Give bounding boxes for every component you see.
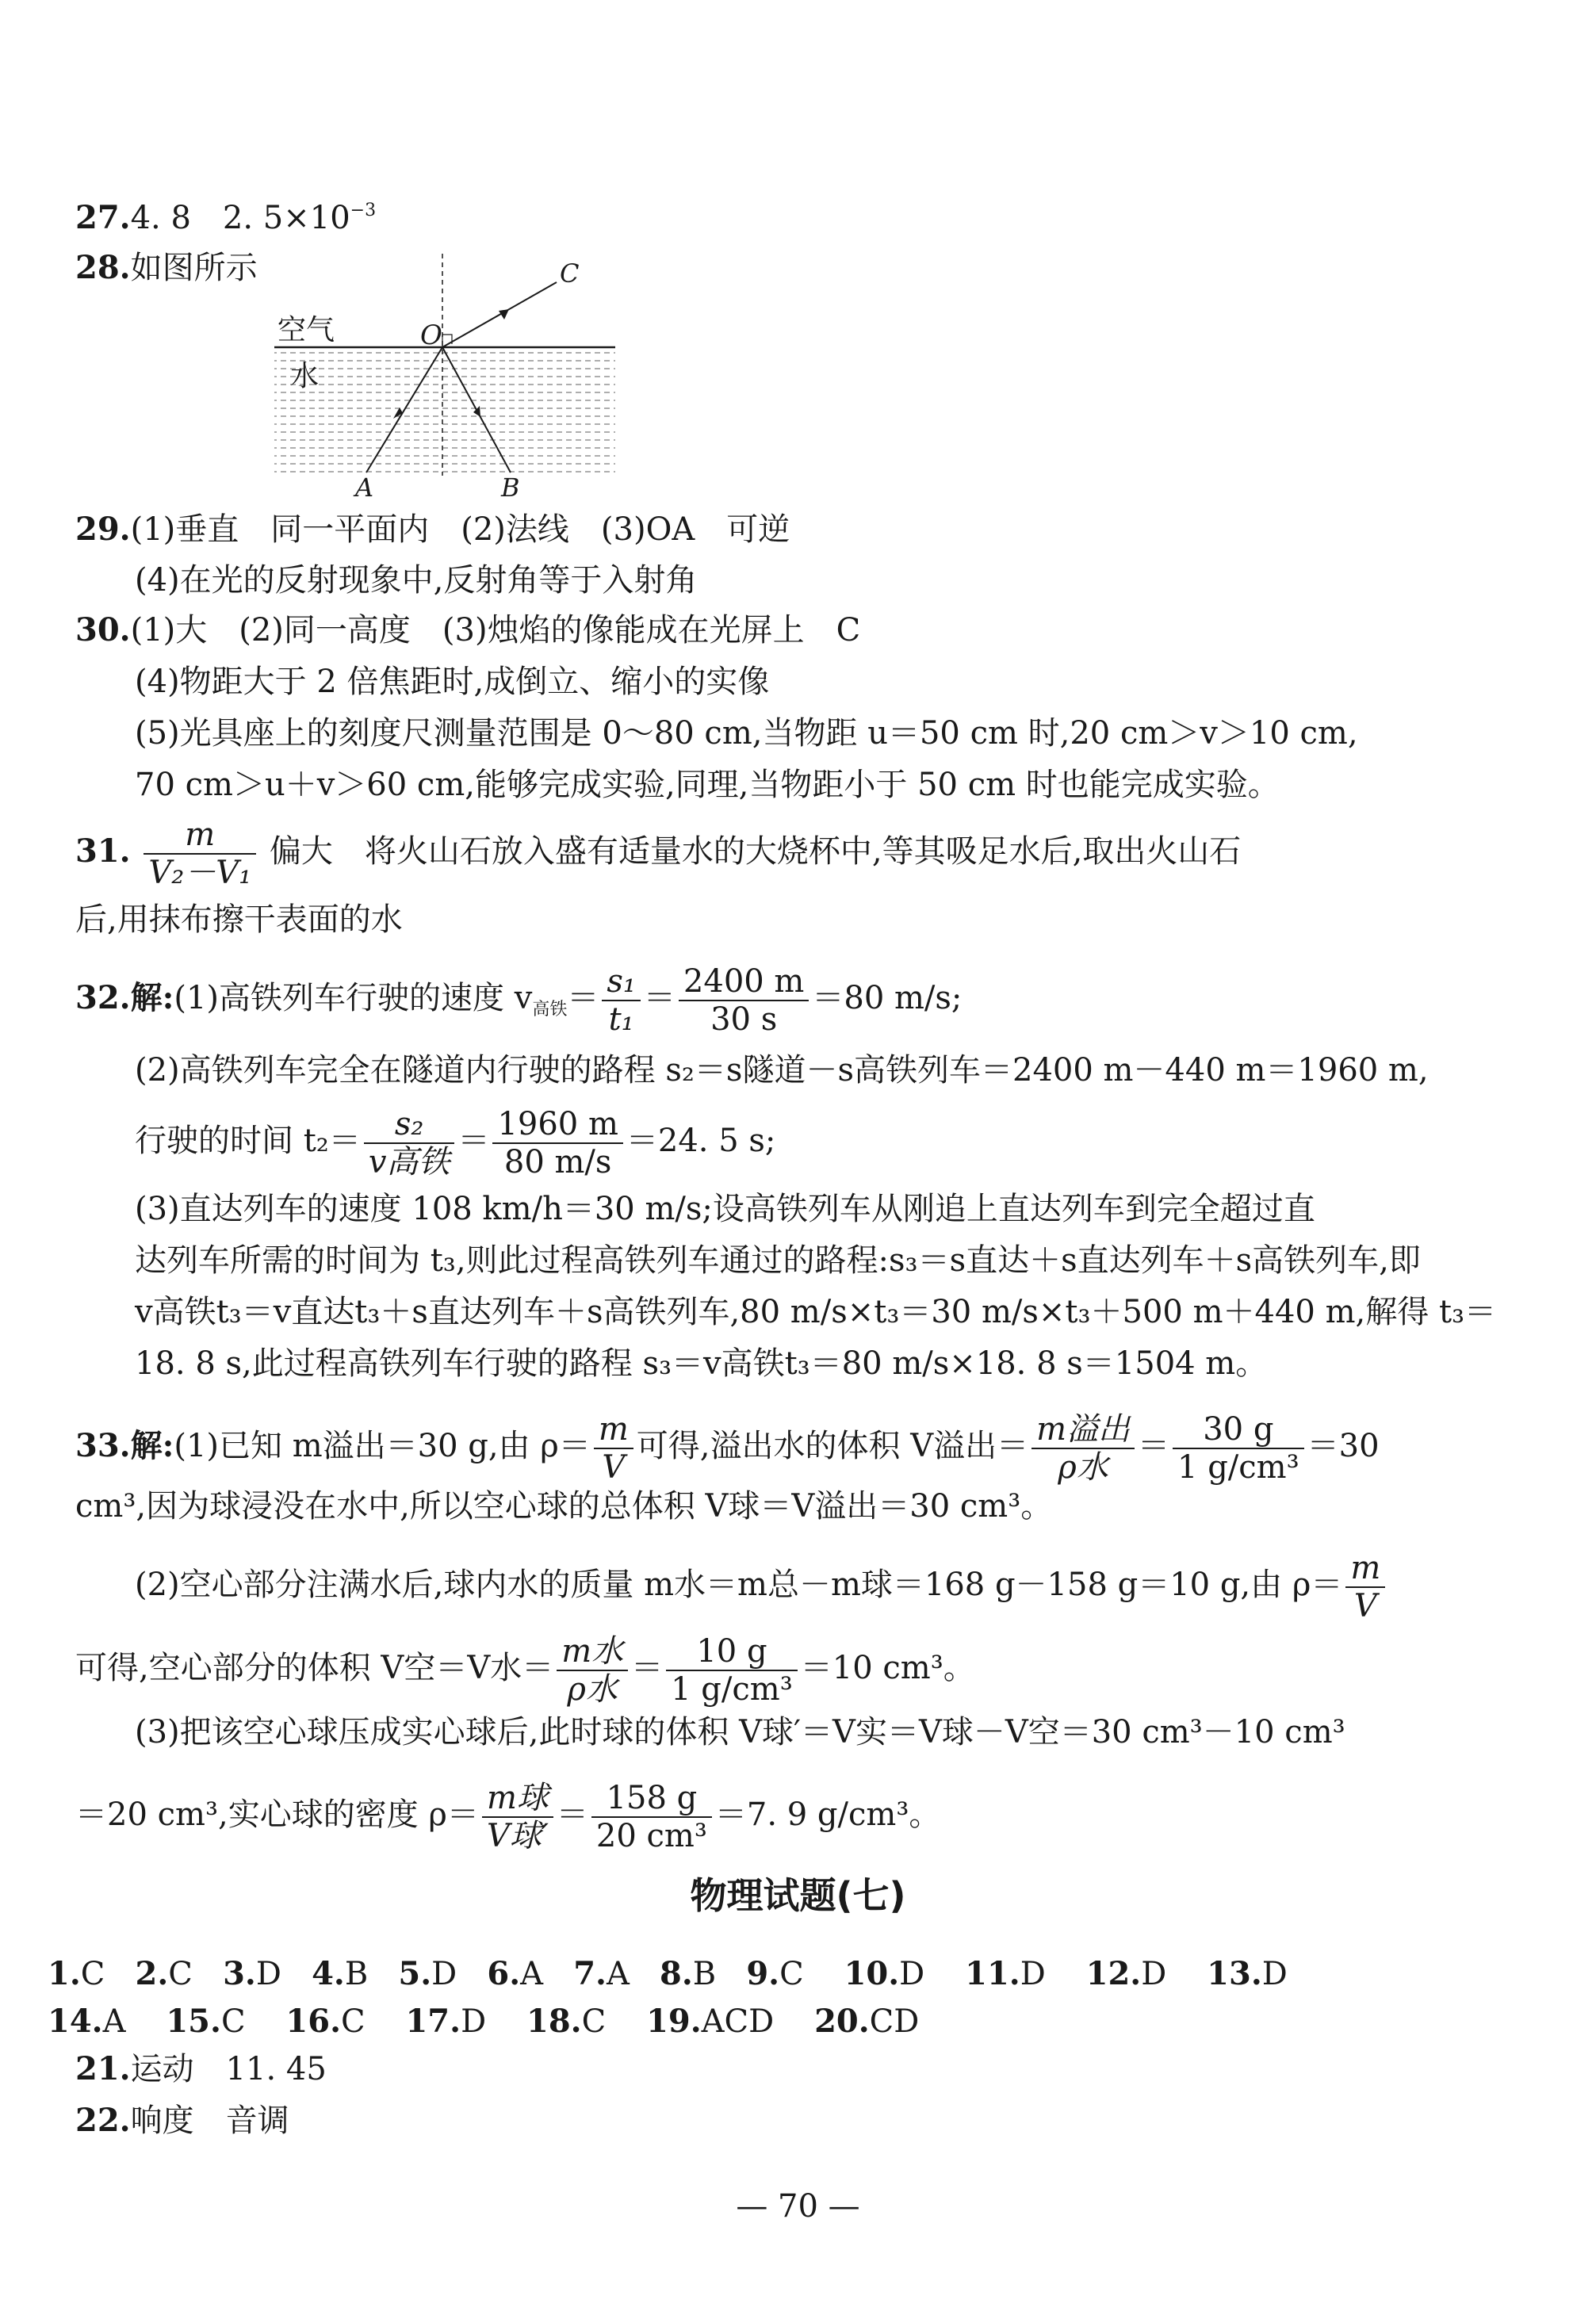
answer-item: 9.C — [746, 1955, 804, 1992]
q31-number: 31. — [75, 832, 131, 870]
label-air: 空气 — [277, 314, 335, 346]
q33-frac7: m球 V球′ — [482, 1780, 553, 1854]
q33-line2: cm³,因为球浸没在水中,所以空心球的总体积 V球＝V溢出＝30 cm³。 — [75, 1488, 1053, 1525]
q21-line — [75, 2050, 327, 2087]
answer-item: 11.D — [965, 1955, 1046, 1992]
q31-line2: 后,用抹布擦干表面的水 — [75, 901, 403, 938]
label-A: A — [355, 473, 374, 499]
q33-frac1: $\frac{m}{V}$ — [594, 1411, 633, 1486]
answer-item: 8.B — [660, 1955, 717, 1992]
q22-line — [75, 2102, 289, 2139]
q32-number: 32. — [75, 979, 131, 1016]
answer-item: 19.ACD — [646, 2003, 775, 2040]
q27-exponent: −3 — [350, 201, 377, 220]
q33-line6: ＝20 cm³,实心球的密度 ρ＝ m球 V球′ ＝ $\frac{158 g}{\text{20 cm³}}$ ＝7. 9 g/cm³。 — [75, 1780, 941, 1854]
q33-frac8: $\frac{158 g}{\text{20 cm³}}$ — [591, 1780, 712, 1854]
answer-item: 18.C — [526, 2003, 607, 2040]
q29-text1: (1)垂直 同一平面内 (2)法线 (3)OA 可逆 — [130, 511, 790, 548]
q32-line5: 达列车所需的时间为 t₃,则此过程高铁列车通过的路程:s₃＝s直达＋s直达列车＋s高铁列车,即 — [135, 1242, 1421, 1279]
answer-item: 12.D — [1085, 1955, 1167, 1992]
label-water: 水 — [290, 360, 320, 392]
q28-number: 28. — [75, 249, 131, 286]
q30-line3: (5)光具座上的刻度尺测量范围是 0～80 cm,当物距 u＝50 cm 时,20 cm＞v＞10 cm, — [135, 715, 1358, 752]
q33-line4: 可得,空心部分的体积 V空＝V水＝ m水 ρ水 ＝ $\frac{10 g}{\text{1 g/cm³}}$ ＝10 cm³。 — [75, 1633, 975, 1708]
q32-line1: 32.解:(1)高铁列车行驶的速度 $v_{高铁}=$ $\frac{\text{s₁}}{\text{t₁}}$ ＝ $\frac{2400 m}{30 s}$ ＝80 m/s; — [75, 963, 963, 1038]
q27-line — [75, 199, 377, 236]
q32-line6: v高铁t₃＝v直达t₃＋s直达列车＋s高铁列车,80 m/s×t₃＝30 m/s×t₃＋500 m＋440 m,解得 t₃＝ — [135, 1294, 1497, 1330]
q22-answer: 响度 音调 — [130, 2102, 289, 2139]
q32-line2: (2)高铁列车完全在隧道内行驶的路程 s₂＝s隧道－s高铁列车＝2400 m－440 m＝1960 m, — [135, 1052, 1429, 1089]
q33-frac4: $\frac{m}{V}$ — [1345, 1550, 1385, 1624]
ray-OC — [442, 282, 557, 347]
q29-line1 — [75, 511, 790, 548]
section-title: 物理试题(七) — [690, 1874, 906, 1917]
q33-frac3: $\frac{30 g}{\text{1 g/cm³}}$ — [1173, 1411, 1304, 1486]
q33-line5: (3)把该空心球压成实心球后,此时球的体积 V球′＝V实＝V球－V空＝30 cm³－10 cm³ — [135, 1714, 1345, 1750]
q31-fraction: $\frac{m}{\text{V₂－V₁}}$ — [144, 817, 256, 891]
q27-number: 27. — [75, 199, 131, 236]
q22-number: 22. — [75, 2102, 131, 2139]
q32-frac4: $\frac{1960 m}{80 m/s}$ — [492, 1106, 622, 1180]
answers-row2 — [48, 2003, 920, 2040]
answer-item: 10.D — [844, 1955, 925, 1992]
q31-line1 — [75, 817, 1241, 891]
q33-frac5: m水 ρ水 — [557, 1633, 628, 1708]
answer-item: 5.D — [398, 1955, 457, 1992]
answers-row1 — [48, 1955, 1288, 1992]
q32-frac3: s₂ v高铁 — [364, 1106, 455, 1180]
answer-item: 3.D — [223, 1955, 281, 1992]
q30-number: 30. — [75, 611, 131, 649]
q27-answer: 4. 8 2. 5×10 — [130, 200, 350, 236]
q21-number: 21. — [75, 2050, 131, 2087]
q29-line2: (4)在光的反射现象中,反射角等于入射角 — [135, 562, 698, 599]
q33-frac6: $\frac{10 g}{\text{1 g/cm³}}$ — [666, 1633, 798, 1708]
q30-line1 — [75, 611, 861, 649]
answer-item: 2.C — [135, 1955, 193, 1992]
q33-jie: 解: — [130, 1427, 174, 1464]
q32-line4: (3)直达列车的速度 108 km/h＝30 m/s;设高铁列车从刚追上直达列车到完全超过直 — [135, 1191, 1315, 1227]
q32-jie: 解: — [130, 979, 174, 1016]
water-region — [274, 347, 615, 473]
q21-answer: 运动 11. 45 — [130, 2051, 327, 2087]
q28-line — [75, 249, 258, 286]
q32-line7: 18. 8 s,此过程高铁列车行驶的路程 s₃＝v高铁t₃＝80 m/s×18. 8 s＝1504 m。 — [135, 1345, 1268, 1382]
answer-item: 6.A — [487, 1955, 544, 1992]
q30-text1: (1)大 (2)同一高度 (3)烛焰的像能成在光屏上 C — [130, 612, 861, 649]
label-C: C — [560, 258, 580, 289]
q30-line4: 70 cm＞u＋v＞60 cm,能够完成实验,同理,当物距小于 50 cm 时也能完成实验。 — [135, 767, 1280, 803]
label-O: O — [420, 319, 442, 351]
q33-number: 33. — [75, 1427, 131, 1464]
answer-item: 14.A — [48, 2003, 126, 2040]
q28-answer: 如图所示 — [130, 250, 258, 286]
q32-frac1: $\frac{\text{s₁}}{\text{t₁}}$ — [602, 963, 641, 1038]
answer-item: 1.C — [48, 1955, 105, 1992]
answer-item: 15.C — [166, 2003, 246, 2040]
q33-line3: (2)空心部分注满水后,球内水的质量 m水＝m总－m球＝168 g－158 g＝10 g,由 ρ＝ $\frac{m}{V}$ — [135, 1550, 1388, 1624]
answer-item: 4.B — [312, 1955, 369, 1992]
q33-line1: 33.解:(1)已知 m溢出＝30 g,由 ρ＝ $\frac{m}{V}$ 可得,溢出水的体积 V溢出＝ m溢出 ρ水 ＝ $\frac{30 g}{\text{1 g/cm³}}$ ＝30 — [75, 1411, 1380, 1486]
answer-item: 16.C — [285, 2003, 366, 2040]
answer-item: 17.D — [405, 2003, 487, 2040]
page-number: — 70 — — [736, 2188, 860, 2225]
answer-item: 7.A — [573, 1955, 630, 1992]
q32-frac2: $\frac{2400 m}{30 s}$ — [679, 963, 809, 1038]
answer-item: 20.CD — [814, 2003, 920, 2040]
reflection-refraction-diagram — [262, 246, 634, 499]
q31-text1: 偏大 将火山石放入盛有适量水的大烧杯中,等其吸足水后,取出火山石 — [269, 833, 1242, 870]
q30-line2: (4)物距大于 2 倍焦距时,成倒立、缩小的实像 — [135, 664, 770, 700]
label-B: B — [501, 473, 520, 499]
q33-frac2: m溢出 ρ水 — [1031, 1411, 1135, 1486]
q29-number: 29. — [75, 511, 131, 548]
q32-line3: 行驶的时间 t₂＝ s₂ v高铁 ＝ $\frac{1960 m}{80 m/s}$ ＝24. 5 s; — [135, 1106, 776, 1180]
answer-item: 13.D — [1207, 1955, 1288, 1992]
